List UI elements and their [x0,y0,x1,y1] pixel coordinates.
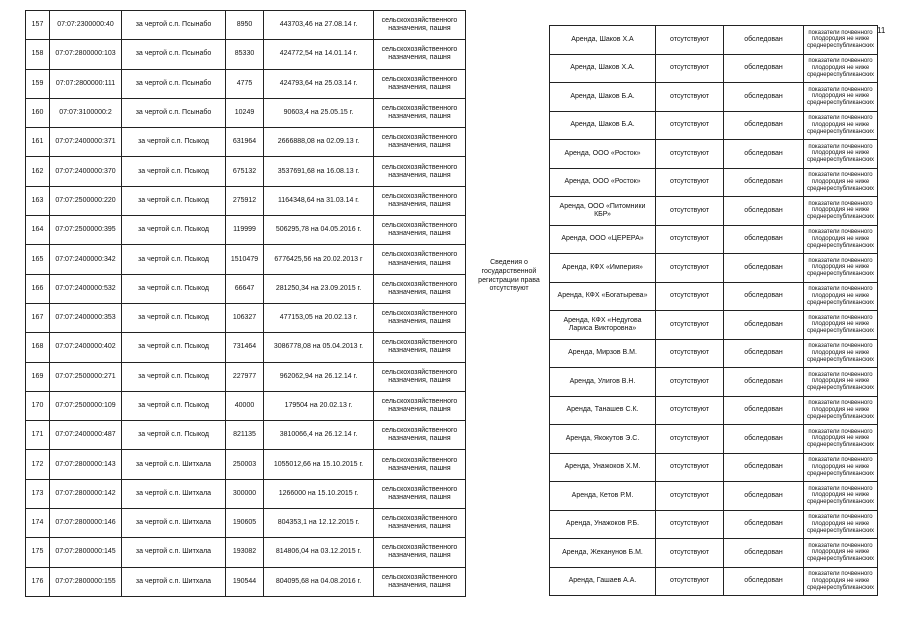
tenant-cell: Аренда, Улигов В.Н. [550,368,656,397]
indicator-cell: показатели почвенного плодородия не ниже среднереспубликанских [804,510,878,539]
num-cell: 172 [26,450,50,479]
table-row [26,362,466,391]
num-cell: 163 [26,186,50,215]
location-cell: за чертой с.п. Псынабо [122,40,226,69]
cadastral-cell: 07:07:2500000:220 [50,186,122,215]
num-cell: 171 [26,421,50,450]
tenant-cell: Аренда, Шаков Б.А. [550,83,656,112]
absent-cell: отсутствуют [656,567,724,596]
use-cell: сельскохозяйственного назначения, пашня [374,479,466,508]
location-cell: за чертой с.п. Шитхала [122,479,226,508]
indicator-cell: показатели почвенного плодородия не ниже среднереспубликанских [804,396,878,425]
tenant-cell: Аренда, Гашаев А.А. [550,567,656,596]
use-cell: сельскохозяйственного назначения, пашня [374,274,466,303]
use-cell: сельскохозяйственного назначения, пашня [374,186,466,215]
indicator-cell: показатели почвенного плодородия не ниже среднереспубликанских [804,567,878,596]
area-cell: 106327 [226,303,264,332]
num-cell: 162 [26,157,50,186]
absent-cell: отсутствуют [656,339,724,368]
tenant-cell: Аренда, Танашев С.К. [550,396,656,425]
status-cell: обследован [724,197,804,226]
table-row [26,333,466,362]
tenant-cell: Аренда, Унажоков Р.Б. [550,510,656,539]
table-row [550,26,878,55]
status-cell: обследован [724,26,804,55]
value-cell: 443703,46 на 27.08.14 г. [264,11,374,40]
indicator-cell: показатели почвенного плодородия не ниже среднереспубликанских [804,197,878,226]
table-row [26,157,466,186]
absent-cell: отсутствуют [656,539,724,568]
absent-cell: отсутствуют [656,54,724,83]
table-row [550,111,878,140]
cadastral-cell: 07:07:2300000:40 [50,11,122,40]
area-cell: 631964 [226,128,264,157]
num-cell: 166 [26,274,50,303]
value-cell: 506295,78 на 04.05.2016 г. [264,216,374,245]
table-row [26,303,466,332]
tenant-cell: Аренда, Унажоков Х.М. [550,453,656,482]
use-cell: сельскохозяйственного назначения, пашня [374,538,466,567]
value-cell: 179504 на 20.02.13 г. [264,391,374,420]
location-cell: за чертой с.п. Шитхала [122,450,226,479]
value-cell: 424793,64 на 25.03.14 г. [264,69,374,98]
absent-cell: отсутствуют [656,425,724,454]
area-cell: 190605 [226,509,264,538]
use-cell: сельскохозяйственного назначения, пашня [374,216,466,245]
location-cell: за чертой с.п. Псынабо [122,98,226,127]
absent-cell: отсутствуют [656,83,724,112]
num-cell: 167 [26,303,50,332]
cadastral-cell: 07:07:2800000:111 [50,69,122,98]
indicator-cell: показатели почвенного плодородия не ниже среднереспубликанских [804,539,878,568]
tenant-cell: Аренда, Шаков Х.А [550,26,656,55]
absent-cell: отсутствуют [656,26,724,55]
cadastral-cell: 07:07:2800000:145 [50,538,122,567]
tenant-cell: Аренда, КФХ «Империя» [550,254,656,283]
area-cell: 4775 [226,69,264,98]
tenant-cell: Аренда, Якокутов Э.С. [550,425,656,454]
table-row [550,311,878,340]
cadastral-cell: 07:07:2800000:142 [50,479,122,508]
absent-cell: отсутствуют [656,168,724,197]
area-cell: 119999 [226,216,264,245]
status-cell: обследован [724,168,804,197]
value-cell: 1266000 на 15.10.2015 г. [264,479,374,508]
status-cell: обследован [724,368,804,397]
tenant-cell: Аренда, Жеханунов Б.М. [550,539,656,568]
cadastral-cell: 07:07:2400000:487 [50,421,122,450]
status-cell: обследован [724,311,804,340]
table-row [26,69,466,98]
tenant-cell: Аренда, Мирзов В.М. [550,339,656,368]
num-cell: 173 [26,479,50,508]
use-cell: сельскохозяйственного назначения, пашня [374,421,466,450]
cadastral-cell: 07:07:3100000:2 [50,98,122,127]
use-cell: сельскохозяйственного назначения, пашня [374,362,466,391]
location-cell: за чертой с.п. Псыкод [122,333,226,362]
table-row [26,245,466,274]
cadastral-cell: 07:07:2400000:402 [50,333,122,362]
page-number: 11 [877,26,886,35]
location-cell: за чертой с.п. Псыкод [122,128,226,157]
location-cell: за чертой с.п. Шитхала [122,567,226,596]
indicator-cell: показатели почвенного плодородия не ниже среднереспубликанских [804,54,878,83]
table-row [550,54,878,83]
location-cell: за чертой с.п. Псыкод [122,245,226,274]
status-cell: обследован [724,453,804,482]
tenant-cell: Аренда, ООО «Росток» [550,168,656,197]
status-cell: обследован [724,282,804,311]
table-row [550,368,878,397]
use-cell: сельскохозяйственного назначения, пашня [374,333,466,362]
table-row [550,254,878,283]
tenant-cell: Аренда, Кетов Р.М. [550,482,656,511]
table-row [550,482,878,511]
table-row [550,339,878,368]
tenant-cell: Аренда, КФХ «Богатырева» [550,282,656,311]
value-cell: 2666888,08 на 02.09.13 г. [264,128,374,157]
use-cell: сельскохозяйственного назначения, пашня [374,40,466,69]
table-row [550,225,878,254]
status-cell: обследован [724,111,804,140]
location-cell: за чертой с.п. Псыкод [122,274,226,303]
area-cell: 40000 [226,391,264,420]
table-row [550,453,878,482]
location-cell: за чертой с.п. Псынабо [122,69,226,98]
use-cell: сельскохозяйственного назначения, пашня [374,98,466,127]
table-row [550,197,878,226]
table-row [550,539,878,568]
num-cell: 157 [26,11,50,40]
value-cell: 3810066,4 на 26.12.14 г. [264,421,374,450]
indicator-cell: показатели почвенного плодородия не ниже среднереспубликанских [804,339,878,368]
absent-cell: отсутствуют [656,140,724,169]
location-cell: за чертой с.п. Псыкод [122,216,226,245]
absent-cell: отсутствуют [656,225,724,254]
table-row [26,567,466,596]
area-cell: 10249 [226,98,264,127]
use-cell: сельскохозяйственного назначения, пашня [374,245,466,274]
status-cell: обследован [724,567,804,596]
area-cell: 227977 [226,362,264,391]
area-cell: 1510479 [226,245,264,274]
absent-cell: отсутствуют [656,368,724,397]
cadastral-cell: 07:07:2500000:395 [50,216,122,245]
num-cell: 164 [26,216,50,245]
table-row [550,425,878,454]
cadastral-cell: 07:07:2500000:271 [50,362,122,391]
indicator-cell: показатели почвенного плодородия не ниже среднереспубликанских [804,225,878,254]
tenant-cell: Аренда, ООО «ЦЕРЕРА» [550,225,656,254]
indicator-cell: показатели почвенного плодородия не ниже среднереспубликанских [804,282,878,311]
table-row [550,510,878,539]
absent-cell: отсутствуют [656,482,724,511]
lease-info-table [549,25,878,596]
indicator-cell: показатели почвенного плодородия не ниже среднереспубликанских [804,482,878,511]
indicator-cell: показатели почвенного плодородия не ниже среднереспубликанских [804,111,878,140]
num-cell: 165 [26,245,50,274]
num-cell: 168 [26,333,50,362]
value-cell: 6776425,56 на 20.02.2013 г [264,245,374,274]
location-cell: за чертой с.п. Псыкод [122,362,226,391]
indicator-cell: показатели почвенного плодородия не ниже среднереспубликанских [804,26,878,55]
value-cell: 804095,68 на 04.08.2016 г. [264,567,374,596]
location-cell: за чертой с.п. Псыкод [122,421,226,450]
absent-cell: отсутствуют [656,311,724,340]
value-cell: 424772,54 на 14.01.14 г. [264,40,374,69]
location-cell: за чертой с.п. Шитхала [122,509,226,538]
indicator-cell: показатели почвенного плодородия не ниже среднереспубликанских [804,168,878,197]
area-cell: 190544 [226,567,264,596]
status-cell: обследован [724,396,804,425]
area-cell: 300000 [226,479,264,508]
status-cell: обследован [724,140,804,169]
table-row [550,282,878,311]
area-cell: 731464 [226,333,264,362]
tenant-cell: Аренда, КФХ «Недугова Лариса Викторовна» [550,311,656,340]
absent-cell: отсутствуют [656,396,724,425]
area-cell: 275912 [226,186,264,215]
indicator-cell: показатели почвенного плодородия не ниже среднереспубликанских [804,140,878,169]
indicator-cell: показатели почвенного плодородия не ниже среднереспубликанских [804,254,878,283]
registration-note: Сведения о государственной регистрации права отсутствуют [478,259,540,293]
location-cell: за чертой с.п. Псыкод [122,391,226,420]
table-row [26,186,466,215]
area-cell: 8950 [226,11,264,40]
table-row [26,216,466,245]
table-row [26,421,466,450]
use-cell: сельскохозяйственного назначения, пашня [374,567,466,596]
tenant-cell: Аренда, ООО «Росток» [550,140,656,169]
location-cell: за чертой с.п. Псынабо [122,11,226,40]
status-cell: обследован [724,482,804,511]
cadastral-cell: 07:07:2800000:143 [50,450,122,479]
absent-cell: отсутствуют [656,254,724,283]
cadastral-cell: 07:07:2400000:353 [50,303,122,332]
location-cell: за чертой с.п. Псыкод [122,186,226,215]
value-cell: 1164348,64 на 31.03.14 г. [264,186,374,215]
value-cell: 477153,05 на 20.02.13 г. [264,303,374,332]
value-cell: 1055012,66 на 15.10.2015 г. [264,450,374,479]
value-cell: 281250,34 на 23.09.2015 г. [264,274,374,303]
cadastral-cell: 07:07:2500000:109 [50,391,122,420]
value-cell: 90603,4 на 25.05.15 г. [264,98,374,127]
use-cell: сельскохозяйственного назначения, пашня [374,157,466,186]
num-cell: 158 [26,40,50,69]
cadastral-cell: 07:07:2800000:155 [50,567,122,596]
status-cell: обследован [724,539,804,568]
cadastral-cell: 07:07:2400000:370 [50,157,122,186]
status-cell: обследован [724,425,804,454]
area-cell: 250003 [226,450,264,479]
num-cell: 169 [26,362,50,391]
value-cell: 962062,94 на 26.12.14 г. [264,362,374,391]
num-cell: 170 [26,391,50,420]
use-cell: сельскохозяйственного назначения, пашня [374,391,466,420]
value-cell: 814806,04 на 03.12.2015 г. [264,538,374,567]
status-cell: обследован [724,83,804,112]
table-row [550,83,878,112]
value-cell: 3537691,68 на 16.08.13 г. [264,157,374,186]
absent-cell: отсутствуют [656,510,724,539]
location-cell: за чертой с.п. Псыкод [122,303,226,332]
table-row [26,509,466,538]
area-cell: 66647 [226,274,264,303]
indicator-cell: показатели почвенного плодородия не ниже среднереспубликанских [804,453,878,482]
indicator-cell: показатели почвенного плодородия не ниже среднереспубликанских [804,83,878,112]
status-cell: обследован [724,339,804,368]
value-cell: 3086778,08 на 05.04.2013 г. [264,333,374,362]
use-cell: сельскохозяйственного назначения, пашня [374,450,466,479]
tenant-cell: Аренда, Шаков Б.А. [550,111,656,140]
table-row [550,140,878,169]
status-cell: обследован [724,254,804,283]
table-row [26,450,466,479]
absent-cell: отсутствуют [656,282,724,311]
cadastral-cell: 07:07:2400000:342 [50,245,122,274]
location-cell: за чертой с.п. Псыкод [122,157,226,186]
absent-cell: отсутствуют [656,111,724,140]
table-row [26,128,466,157]
use-cell: сельскохозяйственного назначения, пашня [374,509,466,538]
table-row [26,391,466,420]
location-cell: за чертой с.п. Шитхала [122,538,226,567]
cadastral-cell: 07:07:2400000:371 [50,128,122,157]
table-row [550,396,878,425]
cadastral-cell: 07:07:2800000:103 [50,40,122,69]
use-cell: сельскохозяйственного назначения, пашня [374,11,466,40]
num-cell: 176 [26,567,50,596]
table-row [26,479,466,508]
status-cell: обследован [724,510,804,539]
use-cell: сельскохозяйственного назначения, пашня [374,303,466,332]
indicator-cell: показатели почвенного плодородия не ниже среднереспубликанских [804,311,878,340]
absent-cell: отсутствуют [656,453,724,482]
area-cell: 85330 [226,40,264,69]
value-cell: 804353,1 на 12.12.2015 г. [264,509,374,538]
use-cell: сельскохозяйственного назначения, пашня [374,128,466,157]
table-row [26,40,466,69]
area-cell: 675132 [226,157,264,186]
tenant-cell: Аренда, Шаков Х.А. [550,54,656,83]
land-plots-table [25,10,466,597]
area-cell: 193082 [226,538,264,567]
cadastral-cell: 07:07:2800000:146 [50,509,122,538]
indicator-cell: показатели почвенного плодородия не ниже среднереспубликанских [804,368,878,397]
table-row [550,567,878,596]
table-row [26,11,466,40]
table-row [26,538,466,567]
tenant-cell: Аренда, ООО «Питомники КБР» [550,197,656,226]
cadastral-cell: 07:07:2400000:532 [50,274,122,303]
num-cell: 160 [26,98,50,127]
num-cell: 175 [26,538,50,567]
num-cell: 159 [26,69,50,98]
use-cell: сельскохозяйственного назначения, пашня [374,69,466,98]
table-row [26,274,466,303]
area-cell: 821135 [226,421,264,450]
status-cell: обследован [724,225,804,254]
status-cell: обследован [724,54,804,83]
num-cell: 174 [26,509,50,538]
table-row [550,168,878,197]
absent-cell: отсутствуют [656,197,724,226]
table-row [26,98,466,127]
indicator-cell: показатели почвенного плодородия не ниже среднереспубликанских [804,425,878,454]
num-cell: 161 [26,128,50,157]
